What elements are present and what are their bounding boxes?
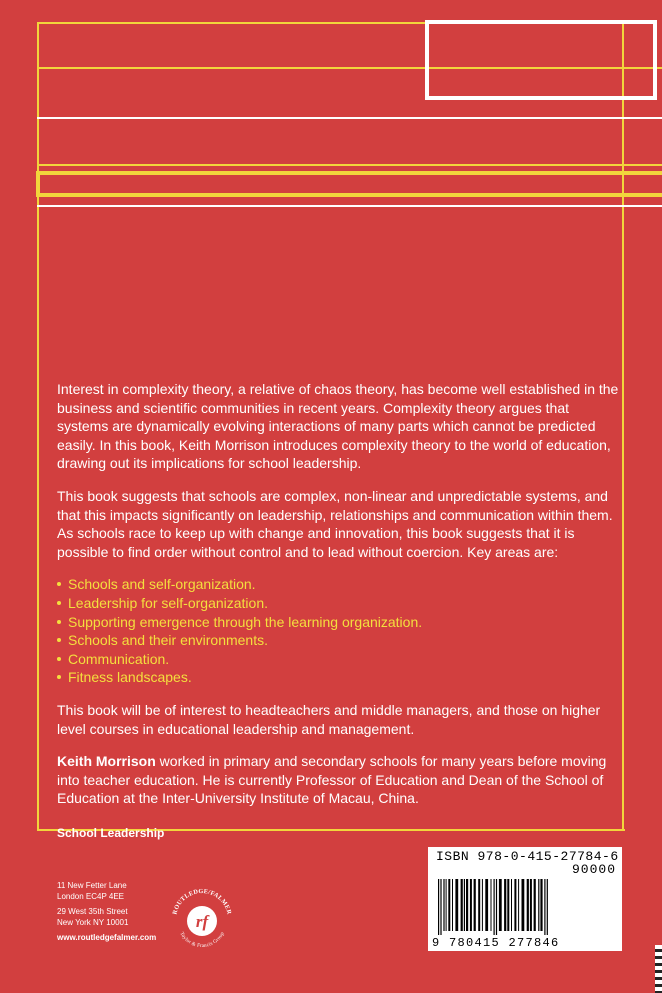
ean-digits: 9 780415 277846 <box>432 936 560 950</box>
barcode-bar <box>478 879 480 931</box>
barcode-bar <box>452 879 453 931</box>
barcode-bar <box>455 879 458 931</box>
barcode-bar <box>527 879 529 931</box>
barcode-bar <box>518 879 519 931</box>
list-item: Communication. <box>57 650 622 669</box>
address-uk-line-1: 11 New Fetter Lane <box>57 881 127 890</box>
barcode-bar <box>446 879 447 931</box>
list-item: Supporting emergence through the learning organization. <box>57 613 622 632</box>
list-item: Fitness landscapes. <box>57 668 622 687</box>
description-paragraph-3: This book will be of interest to headteachers and middle managers, and those on higher level courses in educational leadership and management. <box>57 701 601 737</box>
frame-left-line <box>37 22 39 830</box>
barcode-bar <box>491 879 492 931</box>
barcode-bars <box>436 879 616 935</box>
author-bio-text: worked in primary and secondary schools for many years before moving into teacher education. He is currently Professor of Education and Dean of the School of Education at the Inter-University Institute of Macau, China. <box>57 753 607 807</box>
list-item: Schools and their environments. <box>57 631 622 650</box>
barcode-bar <box>461 879 463 931</box>
author-bio <box>57 752 622 808</box>
barcode-bar <box>499 879 502 931</box>
barcode-bar <box>540 879 542 931</box>
barcode-bar <box>470 879 472 931</box>
address-us-line-2: New York NY 10001 <box>57 918 129 927</box>
barcode-bar <box>514 879 516 931</box>
back-cover-description <box>57 380 622 822</box>
barcode-bar <box>440 879 441 935</box>
barcode-bar <box>448 879 450 931</box>
barcode-bar <box>496 879 497 935</box>
description-paragraph-1: Interest in complexity theory, a relative of chaos theory, has become well established in the business and scientific communities in recent years. Complexity theory argues that systems are dynamically evolving interactions of many parts which cannot be predicted easily. In this book, Keith Morrison introduces complexity theory to the world of education, drawing out its implications for school leadership. <box>57 381 619 472</box>
barcode-bar <box>522 879 525 931</box>
white-outline-box <box>425 20 657 100</box>
publisher-address <box>57 880 156 943</box>
logo-mark: rf <box>195 912 209 931</box>
key-areas-list <box>57 575 622 687</box>
price-code: 90000 <box>571 862 616 877</box>
barcode-bar <box>443 879 444 931</box>
address-uk-line-2: London EC4P 4EE <box>57 892 125 901</box>
yellow-outline-bar <box>36 171 662 197</box>
barcode-bar <box>530 879 532 931</box>
frame-right-line <box>622 22 624 830</box>
barcode-bar <box>482 879 483 931</box>
barcode-bar <box>485 879 488 931</box>
isbn-number: ISBN 978-0-415-27784-6 <box>436 849 619 864</box>
yellow-rule-2 <box>37 164 662 166</box>
list-item: Leadership for self-organization. <box>57 594 622 613</box>
edge-crop-mark <box>655 945 662 993</box>
publisher-website: www.routledgefalmer.com <box>57 933 157 942</box>
barcode-bar <box>464 879 465 931</box>
white-rule-2 <box>37 205 662 207</box>
barcode-bar <box>466 879 468 931</box>
logo-text-bottom: Taylor & Francis Group <box>178 931 226 950</box>
barcode-bar <box>534 879 536 931</box>
address-us-line-1: 29 West 35th Street <box>57 907 128 916</box>
barcode-bar <box>511 879 512 931</box>
routledge-falmer-logo <box>166 883 238 955</box>
barcode-bar <box>544 879 545 935</box>
description-paragraph-2: This book suggests that schools are complex, non-linear and unpredictable systems, and that this impacts significantly on leadership, relationships and communication within them. As schools race to keep up with change and innovation, this book suggests that it is possible to find order without control and to lead without coercion. Key areas are: <box>57 487 613 560</box>
barcode-bar <box>504 879 506 931</box>
barcode-bar <box>538 879 539 931</box>
barcode-bar <box>547 879 548 935</box>
barcode-bar <box>438 879 439 935</box>
white-rule-1 <box>37 117 662 119</box>
barcode-bar <box>507 879 509 931</box>
series-label: School Leadership <box>57 826 165 840</box>
barcode-bar <box>474 879 476 931</box>
barcode-bar <box>494 879 495 935</box>
logo-text-top: ROUTLEDGE/FALMER <box>171 887 233 916</box>
isbn-barcode <box>428 847 622 951</box>
list-item: Schools and self-organization. <box>57 575 622 594</box>
author-name: Keith Morrison <box>57 753 156 770</box>
